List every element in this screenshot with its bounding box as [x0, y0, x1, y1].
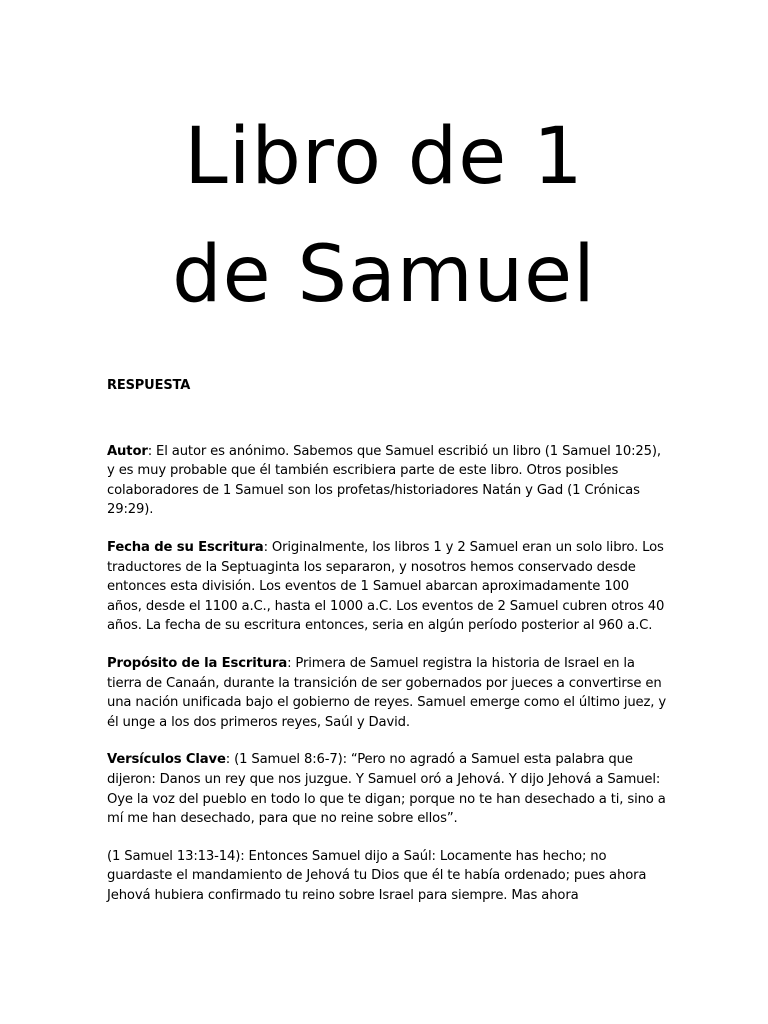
paragraph-text: : (1 Samuel 8:6-7): “Pero no agradó a Samuel esta palabra que dijeron: Danos un rey que nos juzgue. Y Samuel oró a Jehová. Y dijo Jehová a Samuel: Oye la voz del pueblo en todo lo que te digan; porque no te han desechado a ti, sino a mí me han desechado, para que no reine sobre ellos”.	[107, 752, 666, 827]
paragraph-text: (1 Samuel 13:13-14): Entonces Samuel dijo a Saúl: Locamente has hecho; no guardaste el mandamiento de Jehová tu Dios que él te había ordenado; pues ahora Jehová hubiera confirmado tu reino sobre Israel para siempre. Mas ahora	[107, 848, 647, 903]
paragraph-verse-13	[107, 847, 667, 906]
paragraph-date	[107, 538, 667, 636]
paragraph-key-verses	[107, 750, 667, 828]
paragraph-label: Versículos Clave	[107, 752, 226, 768]
paragraph-label: Propósito de la Escritura	[107, 655, 288, 671]
paragraph-text: : Originalmente, los libros 1 y 2 Samuel eran un solo libro. Los traductores de la Septuaginta los separaron, y nosotros hemos conservado desde entonces esta división. Los eventos de 1 Samuel abarcan aproximadamente 100 años, desde el 1100 a.C., hasta el 1000 a.C. Los eventos de 2 Samuel cubren otros 40 años. La fecha de su escritura entonces, seria en algún período posterior al 960 a.C.	[107, 539, 665, 634]
paragraph-purpose	[107, 654, 667, 732]
paragraph-text: : Primera de Samuel registra la historia de Israel en la tierra de Canaán, durante la transición de ser gobernados por jueces a convertirse en una nación unificada bajo el gobierno de reyes. Samuel emerge como el último juez, y él unge a los dos primeros reyes, Saúl y David.	[107, 655, 667, 730]
paragraph-author	[107, 442, 667, 520]
paragraph-text: : El autor es anónimo. Sabemos que Samuel escribió un libro (1 Samuel 10:25), y es muy probable que él también escribiera parte de este libro. Otros posibles colaboradores de 1 Samuel son los profetas/historiadores Natán y Gad (1 Crónicas 29:29).	[107, 443, 661, 518]
page-title-line-2: de Samuel	[172, 230, 596, 320]
paragraph-label: Fecha de su Escritura	[107, 539, 264, 555]
paragraph-label: Autor	[107, 443, 148, 459]
document-body	[107, 376, 667, 923]
section-heading: RESPUESTA	[107, 378, 191, 393]
page-title-line-1: Libro de 1	[184, 112, 584, 202]
page-title	[0, 98, 768, 334]
